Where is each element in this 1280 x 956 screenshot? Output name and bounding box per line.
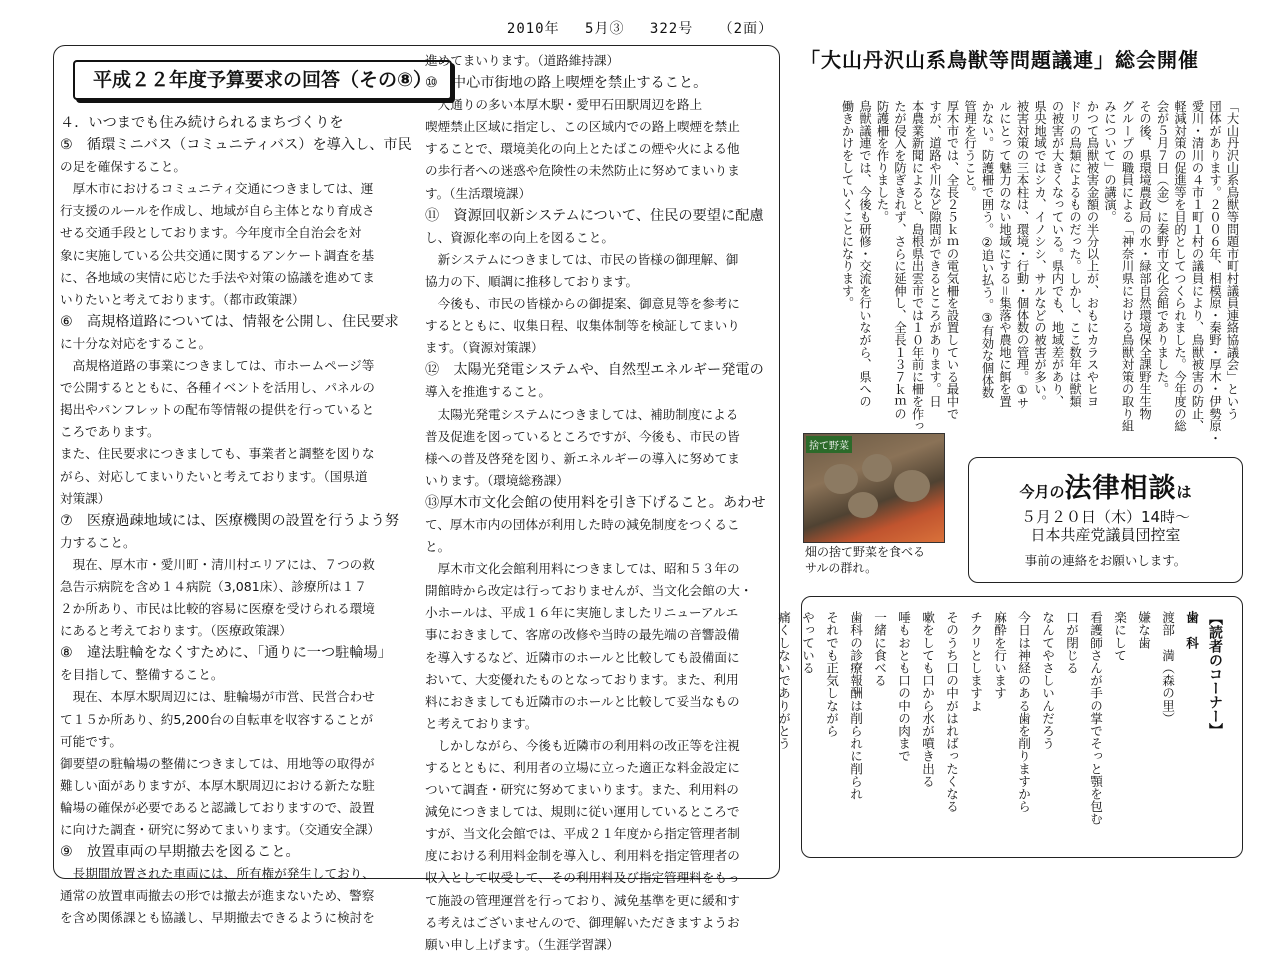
- poem-line: そのうち口の中がはればったくなる: [944, 611, 959, 813]
- text-line: ⑨ 放置車両の早期撤去を図ること。: [60, 844, 300, 861]
- monkey-shape: [848, 492, 878, 518]
- text-line: と考えております。: [425, 715, 538, 731]
- text-line: ⑦ 医療過疎地域には、医療機関の設置を行うよう努: [60, 512, 400, 529]
- article-line: その後、県環境農政局の水・緑部自然環境保全課野生生物: [1137, 100, 1152, 420]
- text-line: ⑩ 中心市街地の路上喫煙を禁止すること。: [425, 75, 708, 92]
- poem-line: チクリとしますよ: [968, 611, 983, 712]
- photo-tag: 捨て野菜: [806, 436, 852, 453]
- text-line: 厚木市におけるコミュニティ交通につきましては、運: [60, 181, 374, 197]
- text-line: 進めてまいります。（道路維持課）: [425, 53, 620, 68]
- text-line: 輪場の確保が必要であると認識しておりますので、設置: [60, 799, 375, 815]
- article-line: 「大山丹沢山系鳥獣等問題市町村議員連絡協議会」という: [1225, 100, 1239, 420]
- legal-suffix: は: [1176, 483, 1192, 501]
- text-line: 願い申し上げます。（生涯学習課）: [425, 936, 620, 952]
- article-line: すが、道路や川など隙間ができるところがあります。日: [927, 100, 942, 408]
- text-line: 厚木市文化会館利用料につきましては、昭和５３年の: [425, 561, 740, 577]
- poem-line: 看護師さんが手の掌でそっと顎を包む: [1088, 611, 1103, 826]
- text-line: の歩行者への迷惑や危険性の未然防止に努めてまいりま: [425, 163, 740, 179]
- text-line: 料におきましても近隣市のホールと比較して妥当なもの: [425, 693, 740, 709]
- text-line: を含め関係課とも協議し、早期撤去できるように検討を: [60, 910, 375, 926]
- poem-title: 歯 科: [1184, 611, 1199, 649]
- text-line: 対策課）: [60, 490, 111, 506]
- text-line: て１５か所あり、約5,200台の自転車を収容することが: [60, 711, 374, 727]
- text-line: 御要望の駐輪場の整備につきましては、用地等の取得が: [60, 755, 375, 771]
- text-line: いりたいと考えております。（都市政策課）: [60, 291, 305, 307]
- article-line: 鳥獣議連では、今後も研修・交流を行いながら、県への: [857, 100, 872, 408]
- poem-author: 渡部 満（森の里）: [1160, 611, 1175, 725]
- text-line: 通常の放置車両撤去の形では撤去が進まないため、警察: [60, 888, 375, 904]
- text-line: いります。（環境総務課）: [425, 472, 569, 488]
- text-line: 太陽光発電システムにつきましては、補助制度による: [425, 406, 739, 422]
- text-line: ⑫ 太陽光発電システムや、自然型エネルギー発電の: [425, 362, 764, 379]
- article-line: かつて鳥獣被害金額の半分以上が、おもにカラスやヒヨ: [1085, 100, 1099, 408]
- monkey-shape: [824, 464, 858, 494]
- article-line: ルにとって魅力のない地域にする＝集落や農地に餌を置: [997, 100, 1012, 408]
- budget-answer-title: 平成２２年度予算要求の回答（その⑧）: [73, 60, 452, 100]
- photo-caption: [805, 544, 955, 576]
- text-line: にあると考えております。（医療政策課）: [60, 623, 292, 639]
- text-line: 高規格道路の事業につきましては、市ホームページ等: [60, 358, 375, 374]
- budget-answer-column-1: [60, 112, 422, 929]
- text-line: しかしながら、今後も近隣市の利用料の改正等を注視: [425, 737, 740, 753]
- text-line: また、住民要求につきましても、事業者と調整を図りな: [60, 446, 375, 462]
- text-line: 喫煙禁止区域に指定し、この区域内での路上喫煙を禁止: [425, 119, 740, 135]
- legal-consultation-box: [968, 457, 1243, 583]
- text-line: 収入として収受して、その利用料及び指定管理料をもっ: [425, 870, 740, 886]
- text-line: す。（生活環境課）: [425, 185, 532, 201]
- text-line: に向けた調査・研究に努めてまいります。（交通安全課）: [60, 822, 381, 837]
- text-line: る考えはございませんので、御理解いただきますようお: [425, 914, 740, 930]
- text-line: ⑪ 資源回収新システムについて、住民の要望に配慮: [425, 207, 764, 224]
- poem-line: 麻酔を行います: [992, 611, 1007, 700]
- article-line: 軽減対策の促進等を目的としてつくられました。今年度の総: [1172, 100, 1187, 433]
- article-line: ドリの鳥類によるものだった。しかし、ここ数年は獣類: [1067, 100, 1082, 408]
- text-line: するとともに、収集日程、収集体制等を検証してまいり: [425, 318, 740, 334]
- text-line: ころであります。: [60, 424, 160, 440]
- article-line: かない。防護柵で囲う。②追い払う。③有効な個体数: [980, 100, 994, 399]
- text-line: 今後も、市民の皆様からの御提案、御意見等を参考に: [425, 296, 740, 312]
- text-line: することで、環境美化の向上とたばこの煙や火による他: [425, 141, 740, 157]
- poem-line: 口が閉じる: [1064, 611, 1079, 674]
- text-line: を導入するなど、近隣市のホールと比較しても設備面に: [425, 649, 740, 665]
- photo-caption-line: サルの群れ。: [805, 561, 878, 575]
- legal-place: 日本共産党議員団控室: [1030, 526, 1181, 544]
- budget-answer-column-2: [425, 50, 777, 956]
- poem-line: 痛くしないでありがとう: [776, 611, 791, 750]
- monkey-shape: [862, 454, 892, 482]
- article-line: グループの職員による「神奈川県における鳥獣対策の取り組: [1120, 100, 1134, 433]
- readers-corner-label: 【読者のコーナー】: [1207, 611, 1223, 737]
- text-line: 普及促進を図っているところですが、今後も、市民の皆: [425, 428, 740, 444]
- poem-line: 唾もおとも口の中の肉まで: [896, 611, 911, 763]
- poem-line: 嫌な歯: [1136, 611, 1151, 649]
- poem-line: それでも正気しながら: [824, 611, 839, 737]
- text-line: て、厚木市内の団体が利用した時の減免制度をつくるこ: [425, 516, 740, 532]
- header-number: 322号: [649, 21, 694, 37]
- text-line: 様への普及啓発を図り、新エネルギーの導入に努めてま: [425, 450, 740, 466]
- text-line: 現在、本厚木駅周辺には、駐輪場が市営、民営合わせ: [60, 689, 375, 705]
- text-line: ます。（資源対策課）: [425, 340, 544, 356]
- legal-heading: [969, 466, 1242, 505]
- article-line: 厚木市では、全長２５ｋｍの電気柵を設置している最中で: [945, 100, 959, 420]
- legal-note: 事前の連絡をお願いします。: [1024, 553, 1187, 568]
- text-line: せる交通手段としております。今年度市全自治会を対: [60, 225, 362, 241]
- article-line: 働きかけをしていくことになります。: [840, 100, 854, 310]
- text-line: の足を確保すること。: [60, 159, 186, 175]
- text-line: ⑤ 循環ミニバス（コミュニティバス）を導入し、市民: [60, 137, 412, 154]
- wildlife-article-title: 「大山丹沢山系鳥獣等問題議連」総会開催: [800, 48, 1199, 72]
- text-line: 減免につきましては、規則に従い運用しているところで: [425, 804, 740, 820]
- wildlife-article-body: [790, 100, 1240, 445]
- text-line: ⑧ 違法駐輪をなくすために、「通りに一つ駐輪場」: [60, 645, 392, 662]
- article-line: 愛川・清川の４市１町１村の議員により、鳥獣被害の防止、: [1190, 100, 1204, 433]
- text-line: と。: [425, 539, 451, 555]
- text-line: に十分な対応をすること。: [60, 335, 212, 351]
- text-line: に、各地域の実情に応じた手法や対策の協議を進めてま: [60, 269, 375, 285]
- text-line: 急告示病院を含め１４病院（3,081床）、診療所は１７: [60, 578, 367, 594]
- poem-line: やっている: [800, 611, 815, 674]
- text-line: ４．いつまでも住み続けられるまちづくりを: [60, 115, 344, 131]
- page-header: [0, 18, 1280, 38]
- text-line: 小ホールは、平成１６年に実施しましたリニューアルエ: [425, 605, 739, 621]
- header-year: 2010年: [506, 21, 560, 37]
- text-line: 度における利用料金制を導入し、利用料を指定管理者の: [425, 848, 740, 864]
- photo-caption-line: 畑の捨て野菜を食べる: [805, 545, 926, 559]
- text-line: 現在、厚木市・愛川町・清川村エリアには、７つの救: [60, 556, 375, 572]
- text-line: 導入を推進すること。: [425, 384, 551, 400]
- legal-title: 法律相談: [1064, 473, 1177, 504]
- poem-line: 嗽をしても口から水が噴き出る: [920, 611, 935, 788]
- text-line: 掲出やパンフレットの配布等情報の提供を行っていると: [60, 402, 375, 418]
- article-line: たが侵入を防ぎきれず、さらに延伸し、全長１３７ｋｍの: [892, 100, 907, 420]
- poem-line: 一緒に食べる: [872, 611, 887, 687]
- text-line: するとともに、利用者の立場に立った適正な料金設定に: [425, 760, 740, 775]
- article-line: 本農業新聞によると、島根県出雲市では１０年前に柵を作っ: [910, 100, 924, 433]
- text-line: がら、対応してまいりたいと考えております。（国県道: [60, 468, 368, 484]
- text-line: 協力の下、順調に推移しております。: [425, 273, 639, 289]
- text-line: 長期間放置された車両には、所有権が発生しており、: [60, 866, 375, 882]
- text-line: で公開するとともに、各種イベントを活用し、パネルの: [60, 380, 375, 396]
- poem-line: なんてやさしいんだろう: [1040, 611, 1055, 750]
- text-line: ついて調査・研究に努めてまいります。また、利用料の: [425, 782, 739, 798]
- legal-date: ５月２０日（木）14時～: [1020, 508, 1191, 526]
- article-line: 防護柵を作りました。: [875, 100, 889, 223]
- article-line: 団体があります。２００６年、相模原・秦野・厚木・伊勢原・: [1207, 100, 1222, 445]
- article-line: みについて」の講演。: [1102, 100, 1117, 223]
- text-line: 難しい面がありますが、本厚木駅周辺における新たな駐: [60, 777, 375, 793]
- text-line: ２か所あり、市民は比較的容易に医療を受けられる環境: [60, 601, 375, 617]
- article-line: の被害が大きくなっている。県内でも、地域差があり、: [1050, 100, 1064, 408]
- text-line: おいて、大変優れたものとなっております。また、利用: [425, 671, 739, 687]
- monkey-shape: [894, 470, 930, 502]
- text-line: ⑥ 高規格道路については、情報を公開し、住民要求: [60, 313, 399, 330]
- text-line: 事におきまして、客席の改修や当時の最先端の音響設備: [425, 627, 740, 643]
- poem-line: 今日は神経のある歯を削りますから: [1016, 611, 1031, 813]
- readers-corner-text: [776, 611, 1227, 846]
- text-line: て施設の管理運営を行っており、減免基準を更に緩和す: [425, 892, 740, 908]
- text-line: 人通りの多い本厚木駅・愛甲石田駅周辺を路上: [425, 97, 703, 113]
- text-line: 可能です。: [60, 733, 122, 749]
- text-line: を目指して、整備すること。: [60, 667, 224, 683]
- poem-lines: [771, 611, 1155, 846]
- article-line: 被害対策の三本柱は、環境・行動・個体数の管理。①サ: [1015, 100, 1029, 410]
- article-line: 県央地域ではシカ、イノシシ、サルなどの被害が多い。: [1032, 100, 1047, 408]
- text-line: 行支援のルールを作成し、地域が自ら主体となり育成さ: [60, 203, 375, 219]
- text-line: 力すること。: [60, 534, 136, 550]
- poem-line: 歯科の診療報酬は削られに削られ: [848, 611, 863, 800]
- readers-corner-box: [776, 596, 1243, 858]
- text-line: し、資源化率の向上を図ること。: [425, 229, 614, 245]
- poem-line: 楽にして: [1112, 611, 1127, 662]
- article-line: 会が５月７日（金）に秦野市文化会館でありました。: [1155, 100, 1169, 396]
- article-line: 管理を行うこと。: [962, 100, 977, 199]
- text-line: 新システムにつきましては、市民の皆様の御理解、御: [425, 251, 739, 267]
- header-issue-date: 5月③: [585, 21, 625, 37]
- text-line: ⑬厚木市文化会館の使用料を引き下げること。あわせ: [425, 494, 766, 511]
- text-line: 象に実施している公共交通に関するアンケート調査を基: [60, 247, 375, 263]
- header-page: （2面）: [718, 21, 774, 37]
- text-line: 開館時から改定は行っておりませんが、当文化会館の大・: [425, 583, 753, 599]
- legal-prefix: 今月の: [1019, 483, 1065, 501]
- text-line: すが、当文化会館では、平成２１年度から指定管理者制: [425, 826, 740, 842]
